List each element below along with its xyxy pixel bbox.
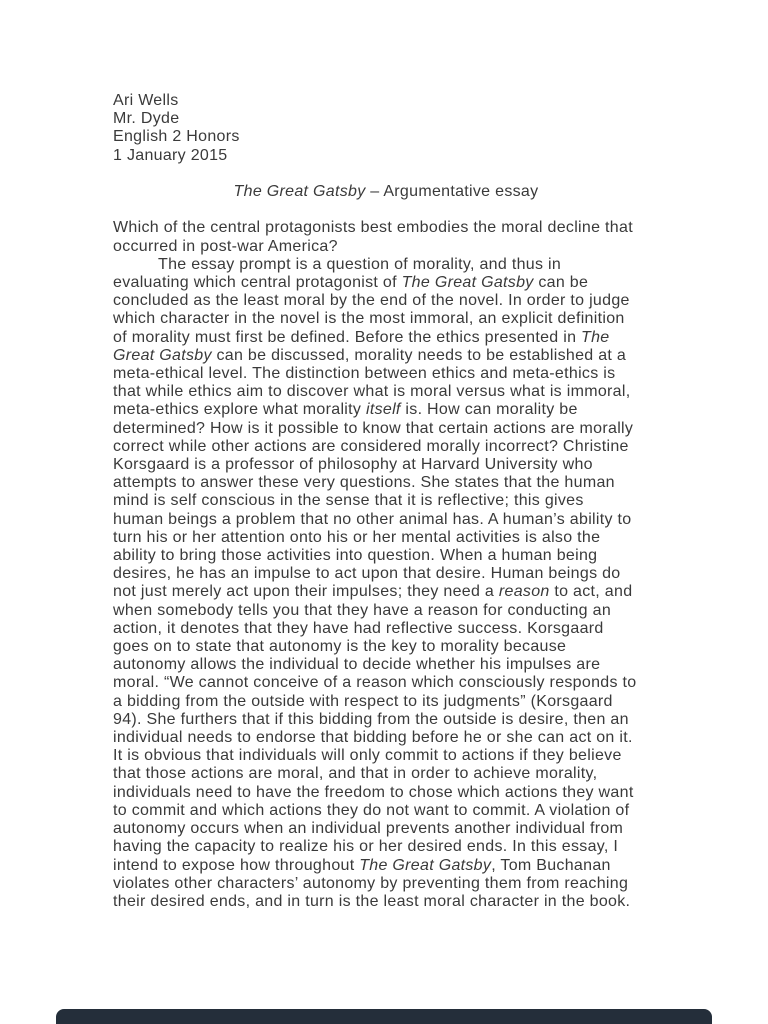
essay-line: Korsgaard is a professor of philosophy at Harvard University who: [113, 456, 593, 474]
essay-line: desires, he has an impulse to act upon that desire. Human beings do: [113, 565, 621, 583]
viewer-toolbar[interactable]: [56, 1009, 712, 1024]
essay-date: 1 January 2015: [113, 146, 228, 164]
essay-line: individuals need to have the freedom to chose which actions they want: [113, 783, 634, 801]
essay-line: having the capacity to realize his or her desired ends. In this essay, I: [113, 838, 619, 856]
essay-line: correct while other actions are considered morally incorrect? Christine: [113, 437, 629, 455]
essay-line: which character in the novel is the most immoral, an explicit definition: [113, 310, 625, 328]
essay-line: action, it denotes that they have had reflective success. Korsgaard: [113, 619, 604, 637]
essay-line: autonomy allows the individual to decide whether his impulses are: [113, 656, 601, 674]
student-name: Ari Wells: [113, 92, 179, 109]
essay-line: meta-ethics explore what morality itself is. How can morality be: [113, 401, 578, 419]
essay-line: of morality must first be defined. Before the ethics presented in The: [113, 328, 610, 346]
essay-line: The essay prompt is a question of morality, and thus in: [158, 255, 562, 273]
essay-line: intend to expose how throughout The Great Gatsby, Tom Buchanan: [113, 856, 611, 874]
essay-line: violates other characters’ autonomy by preventing them from reaching: [113, 874, 629, 892]
essay-line: meta-ethical level. The distinction between ethics and meta-ethics is: [113, 365, 616, 383]
course-name: English 2 Honors: [113, 128, 240, 146]
essay-line: Great Gatsby can be discussed, morality needs to be established at a: [113, 346, 627, 364]
essay-body: [113, 219, 659, 911]
essay-line: determined? How is it possible to know that certain actions are morally: [113, 419, 634, 437]
essay-line: evaluating which central protagonist of The Great Gatsby can be: [113, 274, 589, 291]
essay-line: mind is self conscious in the sense that it is reflective; this gives: [113, 492, 584, 510]
essay-line: that while ethics aim to discover what is moral versus what is immoral,: [113, 383, 631, 401]
essay-line: attempts to answer these very questions. She states that the human: [113, 474, 615, 492]
essay-line: individual needs to endorse that bidding before he or she can act on it.: [113, 729, 633, 747]
teacher-name: Mr. Dyde: [113, 110, 180, 128]
essay-title: The Great Gatsby – Argumentative essay: [233, 183, 539, 200]
essay-line: occurred in post-war America?: [113, 237, 338, 255]
essay-line: when somebody tells you that they have a reason for conducting an: [113, 601, 612, 619]
essay-line: turn his or her attention onto his or her mental activities is also the: [113, 528, 601, 546]
essay-content: [113, 92, 659, 911]
essay-line: ability to bring those activities into question. When a human being: [113, 547, 598, 565]
essay-line: It is obvious that individuals will only commit to actions if they believe: [113, 747, 622, 765]
essay-line: human beings a problem that no other animal has. A human’s ability to: [113, 510, 632, 528]
essay-line: Which of the central protagonists best embodies the moral decline that: [113, 219, 633, 237]
essay-line: their desired ends, and in turn is the least moral character in the book.: [113, 892, 631, 910]
essay-line: that those actions are moral, and that in order to achieve morality,: [113, 765, 598, 783]
essay-line: 94). She furthers that if this bidding from the outside is desire, then an: [113, 710, 629, 728]
essay-line: a bidding from the outside with respect to its judgments” (Korsgaard: [113, 692, 613, 710]
essay-line: concluded as the least moral by the end of the novel. In order to judge: [113, 292, 630, 310]
essay-line: autonomy occurs when an individual prevents another individual from: [113, 820, 624, 838]
essay-line: goes on to state that autonomy is the key to morality because: [113, 638, 567, 656]
essay-line: not just merely act upon their impulses; they need a reason to act, and: [113, 583, 633, 601]
essay-line: to commit and which actions they do not want to commit. A violation of: [113, 801, 630, 819]
essay-line: moral. “We cannot conceive of a reason which consciously responds to: [113, 674, 637, 692]
